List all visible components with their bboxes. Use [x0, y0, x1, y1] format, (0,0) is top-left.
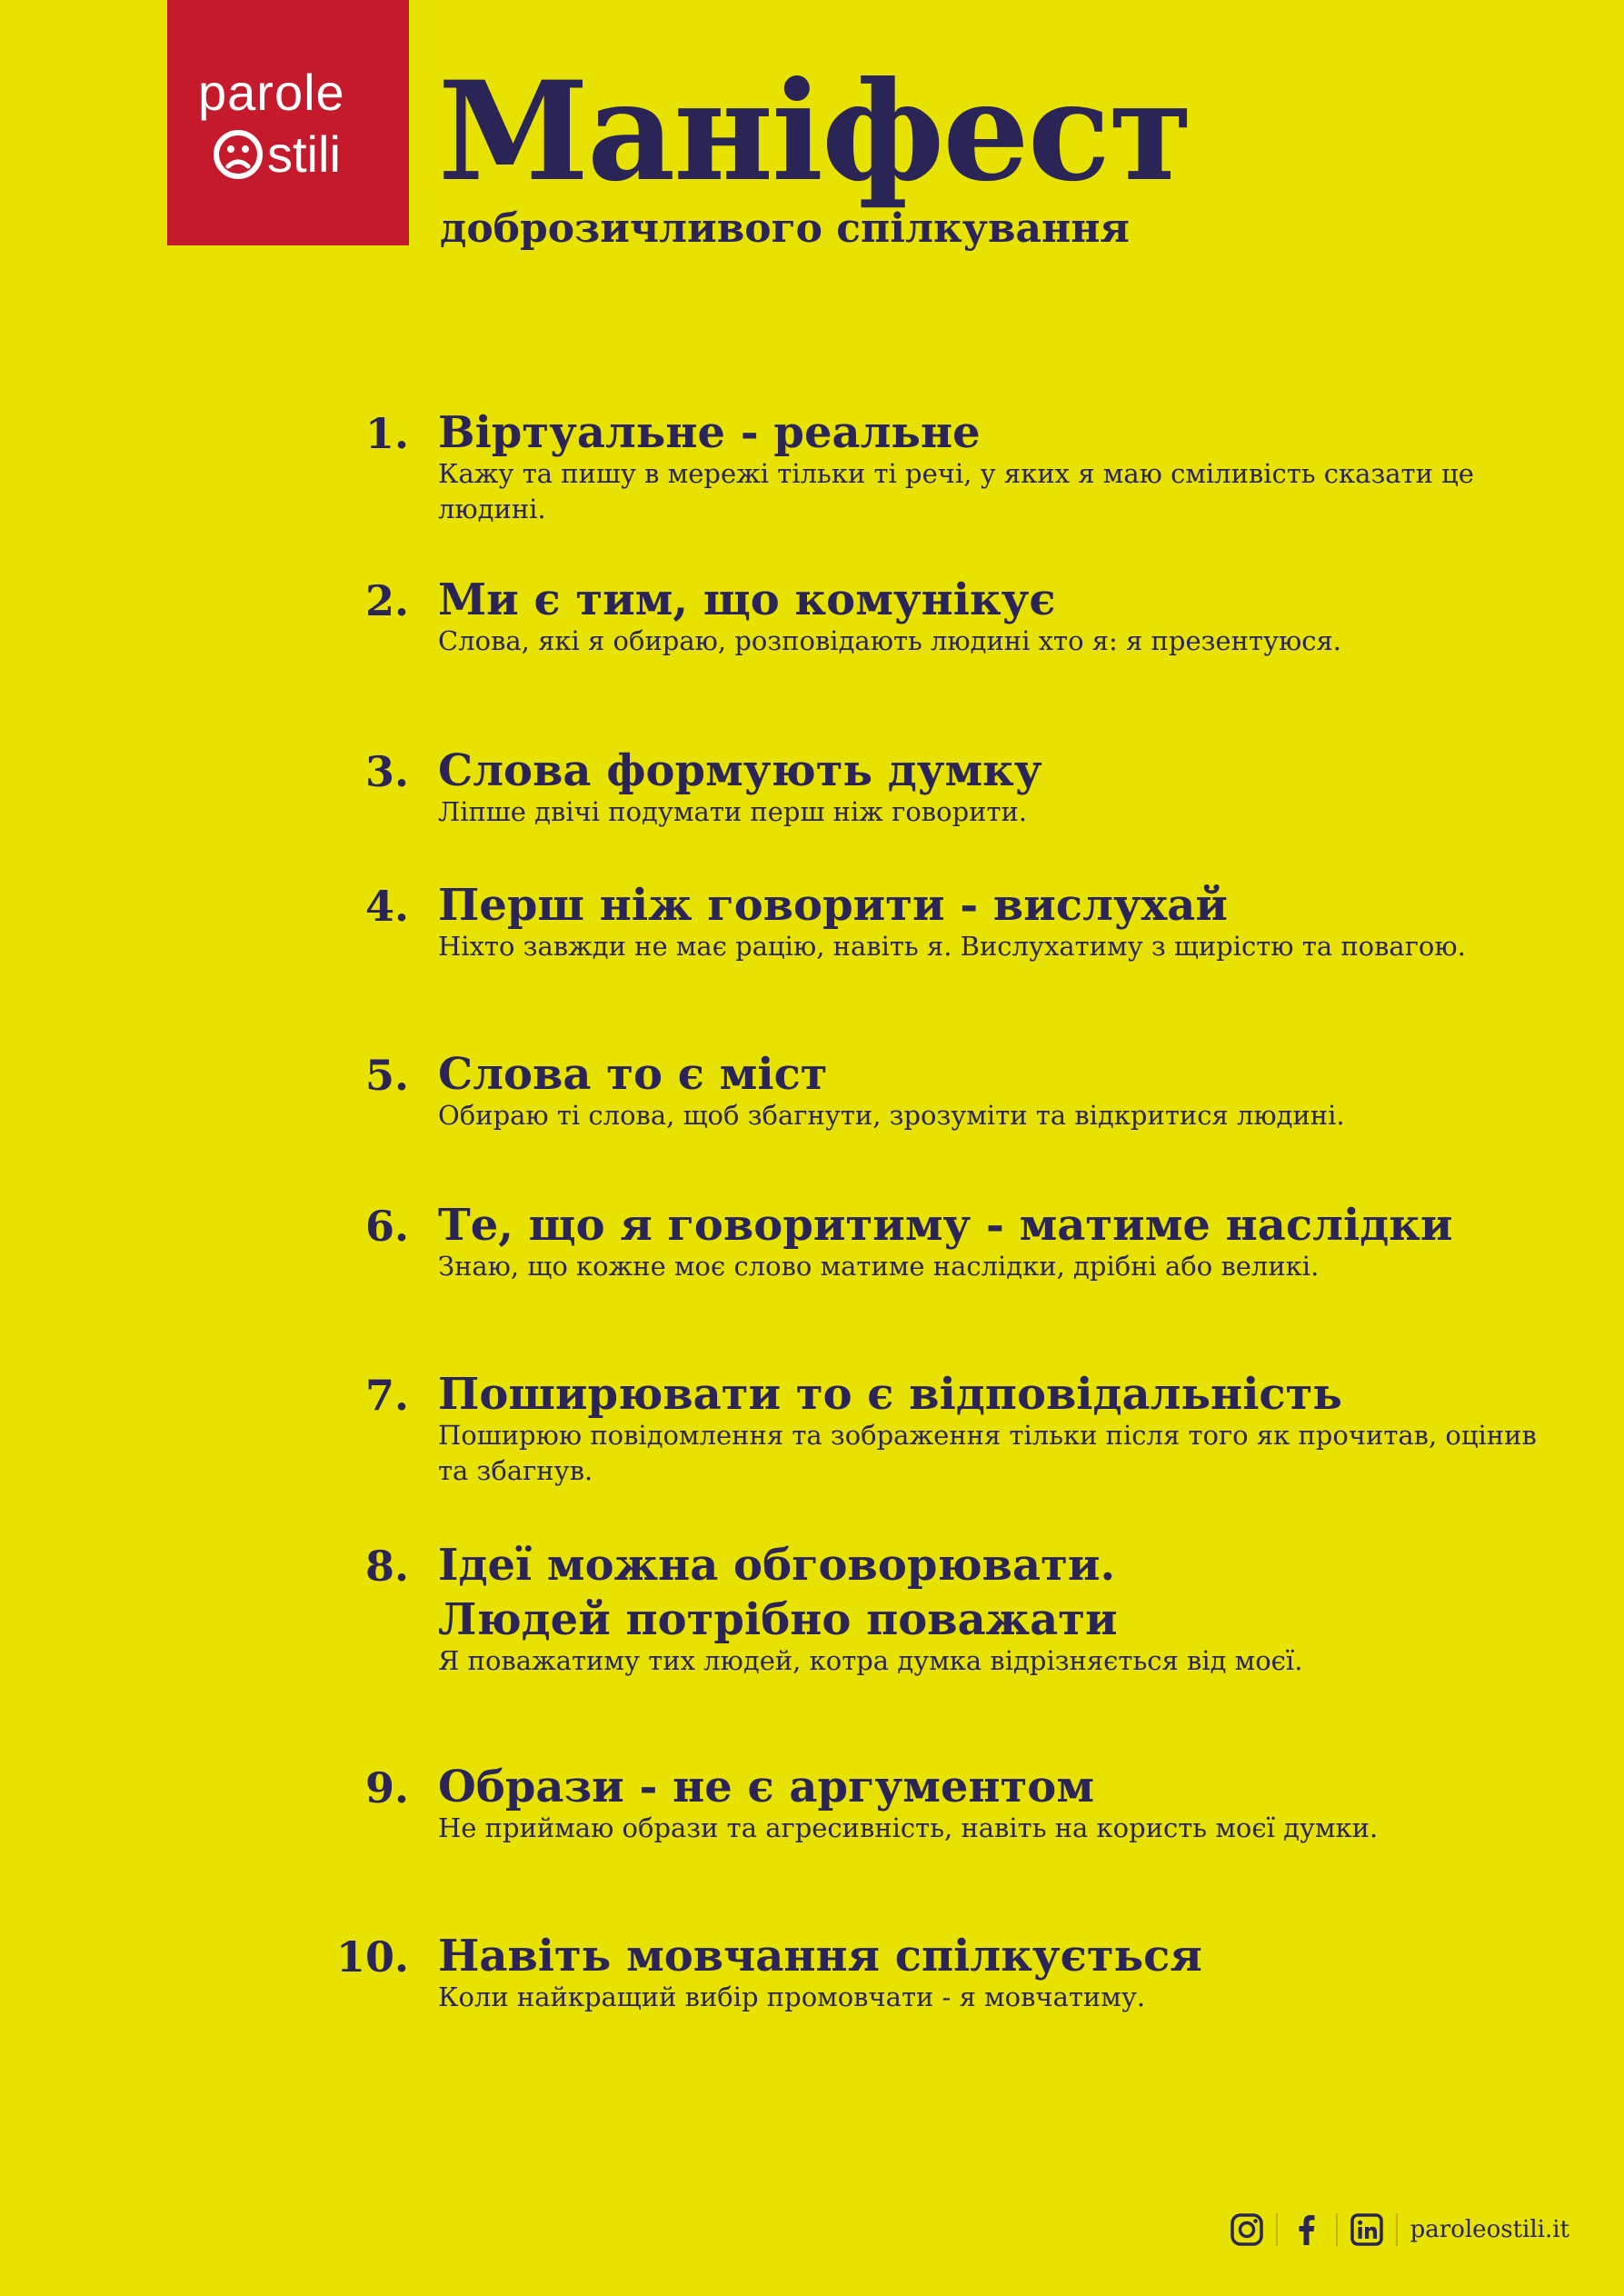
logo-word-parole: parole	[198, 64, 345, 121]
facebook-icon[interactable]	[1289, 2211, 1325, 2248]
manifesto-item-6	[364, 1198, 1565, 1284]
item-title: Перш ніж говорити - вислухай	[438, 880, 1228, 931]
item-title: Слова формують думку	[438, 745, 1042, 796]
item-description: Кажу та пишу в мережі тільки ті речі, у яких я маю сміливість сказати це людині.	[438, 458, 1474, 524]
item-title: Ідеї можна обговорювати.	[438, 1540, 1116, 1591]
manifesto-item-2	[364, 573, 1565, 659]
instagram-icon[interactable]	[1229, 2211, 1265, 2248]
item-number: 5.	[364, 1051, 409, 1100]
linkedin-icon[interactable]	[1349, 2211, 1385, 2248]
item-description: Ліпше двічі подумати перш ніж говорити.	[438, 796, 1028, 827]
item-number: 6.	[364, 1202, 409, 1251]
website-link[interactable]: paroleostili.it	[1410, 2216, 1569, 2243]
sad-face-icon	[213, 129, 264, 180]
item-title: Поширювати то є відповідальність	[438, 1369, 1342, 1420]
manifesto-item-1	[364, 405, 1565, 527]
item-description: Я поважатиму тих людей, котра думка відрізняється від моєї.	[438, 1645, 1303, 1676]
item-title: Ми є тим, що комунікує	[438, 574, 1056, 625]
manifesto-item-5	[364, 1047, 1565, 1133]
item-number: 2.	[364, 576, 409, 625]
item-title: Слова то є міст	[438, 1049, 828, 1100]
manifesto-item-3	[364, 744, 1565, 830]
manifesto-item-10	[335, 1929, 1565, 2015]
item-title: Навіть мовчання спілкується	[438, 1931, 1202, 1982]
item-description: Обираю ті слова, щоб збагнути, зрозуміти та відкритися людині.	[438, 1100, 1345, 1131]
item-description: Поширюю повідомлення та зображення тільки після того як прочитав, оцінив та збагнув.	[438, 1420, 1537, 1486]
footer	[1229, 2207, 1569, 2252]
divider	[1396, 2213, 1398, 2246]
page-subtitle: доброзичливого спілкування	[440, 205, 1130, 252]
item-title: Віртуальне - реальне	[438, 407, 981, 458]
manifesto-item-9	[364, 1760, 1565, 1846]
item-number: 9.	[364, 1763, 409, 1812]
item-description: Знаю, що кожне моє слово матиме наслідки, дрібні або великі.	[438, 1251, 1320, 1282]
item-number: 1.	[364, 409, 409, 458]
item-description: Не приймаю образи та агресивність, навіть на користь моєї думки.	[438, 1812, 1379, 1843]
page-title: Маніфест	[438, 52, 1191, 212]
item-number: 4.	[364, 882, 409, 931]
item-number: 10.	[335, 1932, 409, 1982]
item-number: 7.	[364, 1371, 409, 1420]
manifesto-item-7	[364, 1367, 1565, 1489]
logo-word-stili: stili	[267, 125, 341, 183]
item-description: Ніхто завжди не має рацію, навіть я. Вислухатиму з щирістю та повагою.	[438, 931, 1466, 962]
item-number: 8.	[364, 1542, 409, 1591]
manifesto-item-8	[364, 1538, 1565, 1679]
item-title-line2: Людей потрібно поважати	[438, 1594, 1118, 1645]
logo	[167, 0, 409, 245]
item-description: Коли найкращий вибір промовчати - я мовчатиму.	[438, 1982, 1146, 2012]
item-description: Слова, які я обираю, розповідають людині хто я: я презентуюся.	[438, 625, 1342, 656]
manifesto-item-4	[364, 878, 1565, 964]
item-number: 3.	[364, 747, 409, 796]
item-title: Образи - не є аргументом	[438, 1762, 1095, 1812]
divider	[1336, 2213, 1338, 2246]
divider	[1276, 2213, 1278, 2246]
item-title: Те, що я говоритиму - матиме наслідки	[438, 1200, 1453, 1251]
